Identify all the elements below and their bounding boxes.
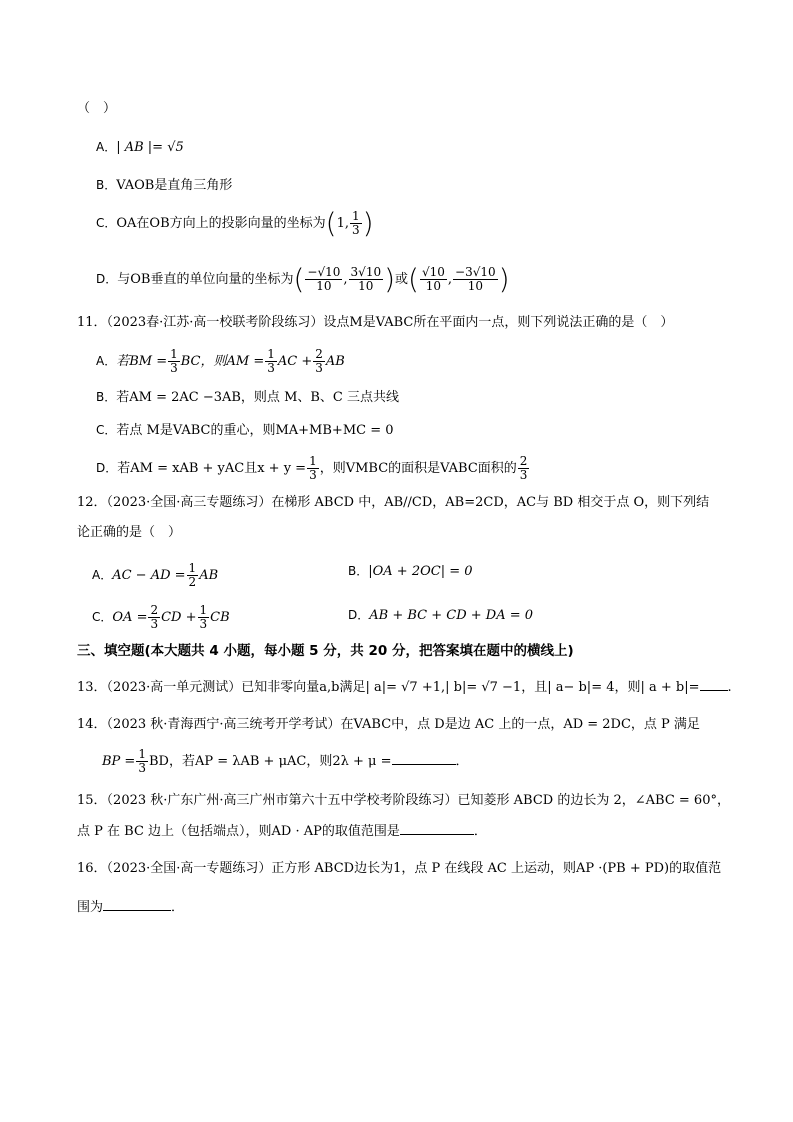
fraction <box>420 266 447 293</box>
fraction <box>518 455 530 482</box>
fraction <box>349 266 384 293</box>
right-paren: ) <box>362 206 374 240</box>
numerator: 1 <box>267 347 275 361</box>
option-text: BC，则AM = <box>180 354 265 369</box>
answer-blank <box>400 822 474 835</box>
denominator: 3 <box>267 361 275 375</box>
numerator: √10 <box>421 265 445 279</box>
left-paren: ( <box>293 262 305 296</box>
q10-option-a <box>96 138 184 157</box>
option-label: C． <box>96 216 117 230</box>
left-paren: ( <box>408 262 419 296</box>
option-text: 与OB垂直的单位向量的坐标为 <box>117 272 294 287</box>
numerator: 1 <box>188 561 197 575</box>
answer-blank <box>700 678 728 691</box>
q14-line1: 14．（2023 秋·青海西宁·高三统考开学考试）在VABC中，点 D是边 AC 上的一点，AD = 2DC，点 P 满足 <box>77 717 700 732</box>
section-heading: 三、填空题(本大题共 4 小题，每小题 5 分，共 20 分，把答案填在题中的横线上) <box>77 643 574 659</box>
option-label: D． <box>96 461 118 475</box>
option-label: B． <box>96 178 117 192</box>
option-label: D． <box>348 608 370 622</box>
q12-stem-line1: 12．（2023·全国·高三专题练习）在梯形 ABCD 中，AB//CD，AB=2CD，AC与 BD 相交于点 O，则下列结 <box>77 495 710 510</box>
q10-option-b <box>96 176 232 195</box>
question-text: 点 P 在 BC 边上（包括端点），则AD · AP的取值范围是 <box>77 824 400 839</box>
end-punct: ． <box>171 900 185 915</box>
option-label: A． <box>96 140 117 154</box>
question-text: BP = <box>102 754 136 769</box>
denominator: 3 <box>150 617 159 631</box>
option-label: B． <box>96 390 117 404</box>
fraction <box>305 266 342 293</box>
numerator: 2 <box>519 454 528 468</box>
q14-line2 <box>102 748 469 775</box>
answer-blank <box>392 752 456 765</box>
option-text: | AB |= √5 <box>116 140 184 155</box>
q16-line2 <box>77 898 184 917</box>
fraction <box>168 348 180 375</box>
denominator: 3 <box>170 361 178 375</box>
numerator: 2 <box>150 603 159 617</box>
q12-option-d <box>348 606 533 625</box>
q13: 13．（2023·高一单元测试）已知非零向量a,b满足| a|= √7 +1,| b|= √7 −1，且| a− b|= 4，则| a + b|= . <box>77 680 732 695</box>
numerator: 1 <box>309 454 317 468</box>
q12-option-b <box>348 562 473 581</box>
option-text: AC − AD = <box>112 568 186 583</box>
denominator: 10 <box>425 279 442 293</box>
answer-bracket: （ ） <box>77 101 117 116</box>
option-text: VAOB是直角三角形 <box>116 178 233 193</box>
numerator: −√10 <box>307 265 341 279</box>
denominator: 2 <box>188 575 197 589</box>
fraction <box>313 348 325 375</box>
right-paren: ) <box>384 262 396 296</box>
numerator: 2 <box>315 347 323 361</box>
numerator: 1 <box>170 347 178 361</box>
option-text: AB + BC + CD + DA = 0 <box>369 608 534 623</box>
option-label: A． <box>92 568 113 582</box>
q16-line1: 16．（2023·全国·高一专题练习）正方形 ABCD边长为1，点 P 在线段 AC 上运动，则AP ·(PB + PD)的取值范 <box>77 861 722 876</box>
q11-option-b <box>96 388 399 407</box>
option-text: OA在OB方向上的投影向量的坐标为 <box>116 216 326 231</box>
q15-line1: 15．（2023 秋·广东广州·高三广州市第六十五中学校考阶段练习）已知菱形 ABCD 的边长为 2，∠ABC = 60°， <box>77 793 730 808</box>
fraction <box>265 348 277 375</box>
numerator: 1 <box>352 209 360 223</box>
q10-option-d: D．与OB垂直的单位向量的坐标为( $\frac{-√10}{10}$ , $\frac{3√10}{10}$ )或( $\frac{√10}{10}$ , $\frac{-3√10}{10}$ ) <box>96 262 510 296</box>
fraction <box>187 562 199 589</box>
q11-option-a <box>96 348 345 375</box>
denominator: 10 <box>316 279 332 293</box>
question-text: 13．（2023·高一单元测试）已知非零向量a,b满足| a|= √7 +1,| b|= √7 −1，且| a− b|= 4，则| a + b|= <box>77 680 700 695</box>
or-text: 或 <box>395 272 409 287</box>
denominator: 10 <box>467 279 483 293</box>
denominator: 3 <box>199 617 208 631</box>
left-paren: ( <box>325 206 337 240</box>
fraction <box>453 266 498 293</box>
q11-option-c <box>96 421 394 440</box>
q15-line2 <box>77 822 487 841</box>
option-text: AB <box>325 354 345 369</box>
denominator: 3 <box>352 223 360 237</box>
option-label: D． <box>96 272 118 286</box>
option-text: OA = <box>112 610 148 625</box>
answer-blank <box>103 898 171 911</box>
q12-stem-line2: 论正确的是（ ） <box>77 525 182 540</box>
option-text: ，则VMBC的面积是VABC面积的 <box>319 461 517 476</box>
right-paren: ) <box>498 262 510 296</box>
denominator: 10 <box>358 279 374 293</box>
option-text: CB <box>210 610 230 625</box>
numerator: 3√10 <box>350 265 382 279</box>
option-label: A． <box>96 354 117 368</box>
numerator: 1 <box>138 747 146 761</box>
fraction <box>148 604 160 631</box>
fraction <box>136 748 148 775</box>
option-text: 若BM = <box>116 354 168 369</box>
option-text: 若AM = xAB + yAC且x + y = <box>117 461 307 476</box>
question-text: BD，若AP = λAB + μAC，则2λ + μ = <box>148 754 392 769</box>
option-text: AC + <box>277 354 313 369</box>
question-text: 围为 <box>77 900 104 915</box>
denominator: 3 <box>519 468 528 482</box>
option-label: C． <box>96 423 117 437</box>
option-label: C． <box>92 610 113 624</box>
option-text: AB <box>199 568 219 583</box>
fraction <box>198 604 210 631</box>
end-punct: ． <box>455 754 469 769</box>
coord-a: 1, <box>336 216 349 231</box>
fraction <box>350 210 362 237</box>
fraction <box>307 455 319 482</box>
denominator: 3 <box>315 361 323 375</box>
end-punct: ． <box>473 824 487 839</box>
denominator: 3 <box>138 761 146 775</box>
q12-option-c <box>92 604 230 631</box>
option-text: 若AM = 2AC −3AB，则点 M、B、C 三点共线 <box>116 390 400 405</box>
option-label: B． <box>348 564 369 578</box>
q11-option-d <box>96 455 530 482</box>
numerator: 1 <box>199 603 208 617</box>
denominator: 3 <box>309 468 317 482</box>
option-text: 若点 M是VABC的重心，则MA+MB+MC = 0 <box>116 423 394 438</box>
option-text: CD + <box>161 610 197 625</box>
option-text: |OA + 2OC| = 0 <box>368 564 473 579</box>
numerator: −3√10 <box>455 265 496 279</box>
q10-option-c <box>96 206 374 240</box>
q12-option-a <box>92 562 218 589</box>
q11-stem: 11．（2023春·江苏·高一校联考阶段练习）设点M是VABC所在平面内一点，则下列说法正确的是（ ） <box>77 315 674 330</box>
